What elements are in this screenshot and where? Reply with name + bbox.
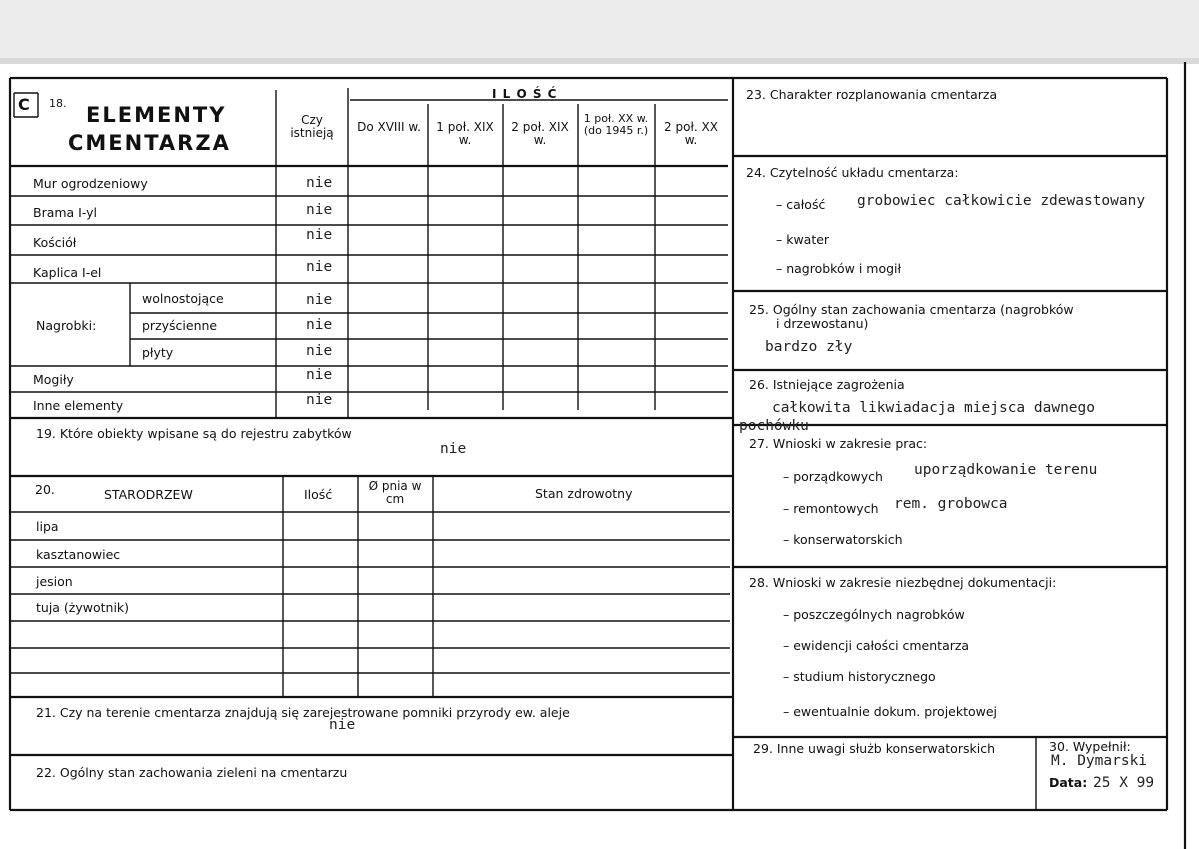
element-label: wolnostojące (142, 291, 224, 306)
element-exists-value: nie (306, 392, 333, 408)
element-exists-value: nie (306, 259, 333, 275)
element-label: Kaplica I-el (33, 265, 102, 280)
q27-item: – remontowych (783, 501, 879, 516)
period-header: 2 poł. XIX w. (511, 120, 569, 147)
trees-number: 20. (35, 482, 55, 497)
q25-answer: bardzo zły (765, 339, 853, 355)
tree-row-label: tuja (żywotnik) (36, 600, 130, 615)
q24-item: – całość (776, 197, 826, 212)
tree-row-label: lipa (36, 519, 59, 534)
q21-label: 21. Czy na terenie cmentarza znajdują się zarejestrowane pomniki przyrody ew. aleje (36, 705, 570, 720)
q28-label: 28. Wnioski w zakresie niezbędnej dokumentacji: (749, 575, 1057, 590)
tombstones-group-label: Nagrobki: (36, 318, 97, 333)
q25-label: 25. Ogólny stan zachowania cmentarza (nagrobków (749, 302, 1074, 317)
q26-answer: całkowita likwiadacja miejsca dawnego (772, 400, 1096, 416)
q21-answer: nie (329, 717, 356, 733)
tree-row-label: kasztanowiec (36, 547, 121, 562)
section-letter: C (18, 95, 30, 114)
q26-answer-cont: pochówku (739, 418, 809, 434)
element-exists-value: nie (306, 227, 333, 243)
q30-label: 30. Wypełnił: (1049, 739, 1131, 754)
q24-item: – kwater (776, 232, 830, 247)
element-exists-value: nie (306, 292, 333, 308)
period-header: Do XVIII w. (357, 120, 421, 134)
q28-item: – ewidencji całości cmentarza (783, 638, 970, 653)
exists-column-header: Czy istnieją (290, 113, 334, 140)
element-label: Mogiły (33, 372, 74, 387)
q27-item: – porządkowych (783, 469, 883, 484)
q27-answer: uporządkowanie terenu (914, 462, 1098, 478)
q28-item: – poszczególnych nagrobków (783, 607, 965, 622)
q27-answer: rem. grobowca (894, 496, 1008, 512)
period-header: 1 poł. XX w. (do 1945 r.) (583, 112, 649, 137)
tree-row-label: jesion (36, 574, 73, 589)
q27-item: – konserwatorskich (783, 532, 903, 547)
element-label: Kościół (33, 235, 77, 250)
q24-item: – nagrobków i mogił (776, 261, 902, 276)
q22-label: 22. Ogólny stan zachowania zieleni na cmentarzu (36, 765, 348, 780)
q25-label-cont: i drzewostanu) (776, 316, 869, 331)
q23-label: 23. Charakter rozplanowania cmentarza (746, 87, 998, 102)
element-exists-value: nie (306, 343, 333, 359)
trees-qty-header: Ilość (304, 487, 333, 502)
trees-health-header: Stan zdrowotny (535, 486, 633, 501)
q24-label: 24. Czytelność układu cmentarza: (746, 165, 959, 180)
title-line1: ELEMENTY (86, 103, 227, 127)
q28-item: – studium historycznego (783, 669, 936, 684)
title-line2: CMENTARZA (68, 131, 231, 155)
q30-date-label: Data: (1049, 775, 1088, 790)
element-exists-value: nie (306, 367, 333, 383)
q30-date: 25 X 99 (1093, 775, 1155, 791)
element-label: płyty (142, 345, 174, 360)
element-label: Inne elementy (33, 398, 124, 413)
section-number: 18. (49, 97, 67, 110)
q30-name: M. Dymarski (1051, 753, 1148, 769)
element-exists-value: nie (306, 202, 333, 218)
element-exists-value: nie (306, 175, 333, 191)
element-label: Brama I-yl (33, 205, 98, 220)
q19-label: 19. Które obiekty wpisane są do rejestru zabytków (36, 426, 352, 441)
q24-answer: grobowiec całkowicie zdewastowany (857, 193, 1146, 209)
trees-header: STARODRZEW (104, 487, 193, 502)
trees-trunk-header: Ø pnia w cm (368, 479, 422, 506)
element-label: przyścienne (142, 318, 218, 333)
period-header: 1 poł. XIX w. (436, 120, 494, 147)
q28-item: – ewentualnie dokum. projektowej (783, 704, 998, 719)
q27-label: 27. Wnioski w zakresie prac: (749, 436, 928, 451)
quantity-header: I L O Ś Ć (492, 87, 558, 101)
element-label: Mur ogrodzeniowy (33, 176, 148, 191)
period-header: 2 poł. XX w. (664, 120, 718, 147)
q29-label: 29. Inne uwagi służb konserwatorskich (753, 741, 995, 756)
q26-label: 26. Istniejące zagrożenia (749, 377, 905, 392)
element-exists-value: nie (306, 317, 333, 333)
q19-answer: nie (440, 441, 467, 457)
